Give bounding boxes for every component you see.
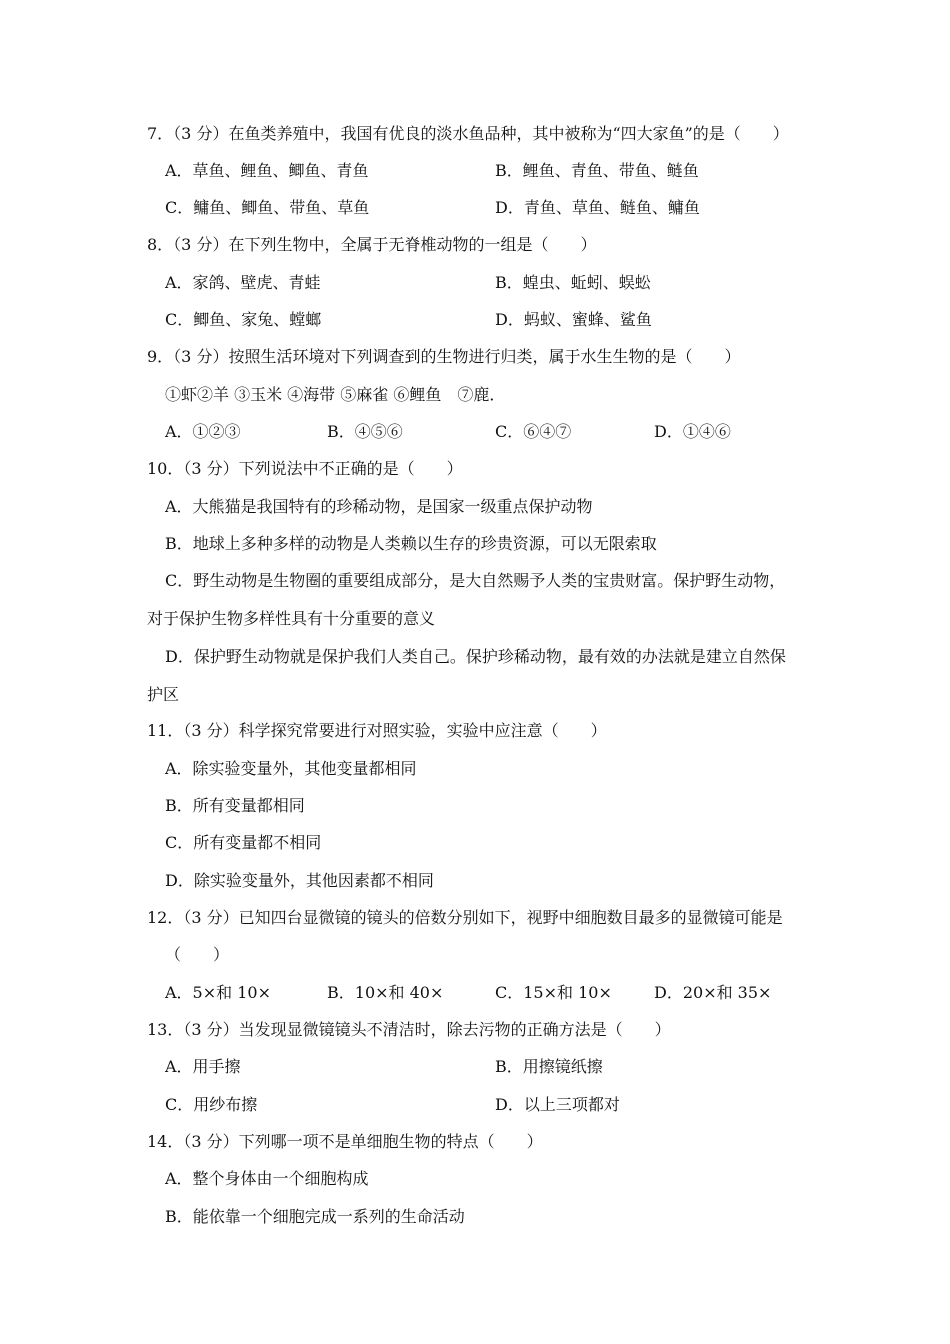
- question-8-option-d: D．蚂蚁、蜜蜂、鲨鱼: [495, 310, 652, 329]
- question-10-option-a: A．大熊猫是我国特有的珍稀动物，是国家一级重点保护动物: [165, 497, 593, 516]
- question-7-stem: 7．（3 分）在鱼类养殖中，我国有优良的淡水鱼品种，其中被称为“四大家鱼”的是（ ）: [147, 124, 789, 143]
- question-9-option-b: B．④⑤⑥: [327, 422, 403, 441]
- question-10-option-b: B．地球上多种多样的动物是人类赖以生存的珍贵资源，可以无限索取: [165, 534, 657, 553]
- question-12-option-b: B．10×和 40×: [327, 983, 444, 1002]
- question-9-option-a: A．①②③: [165, 422, 241, 441]
- question-14-option-a: A．整个身体由一个细胞构成: [165, 1169, 369, 1188]
- question-14-stem: 14．（3 分）下列哪一项不是单细胞生物的特点（ ）: [147, 1132, 543, 1151]
- question-12-option-d: D．20×和 35×: [654, 983, 772, 1002]
- question-9-option-d: D．①④⑥: [654, 422, 731, 441]
- question-12-option-a: A．5×和 10×: [165, 983, 271, 1002]
- question-13-stem: 13．（3 分）当发现显微镜镜头不清洁时，除去污物的正确方法是（ ）: [147, 1020, 671, 1039]
- question-7-option-a: A．草鱼、鲤鱼、鲫鱼、青鱼: [165, 161, 369, 180]
- question-11-option-d: D．除实验变量外，其他因素都不相同: [165, 871, 434, 890]
- question-10-stem: 10．（3 分）下列说法中不正确的是（ ）: [147, 459, 463, 478]
- question-13-option-c: C．用纱布擦: [165, 1095, 258, 1114]
- question-12-answer-blank: （ ）: [165, 945, 230, 964]
- question-13-option-a: A．用手擦: [165, 1057, 241, 1076]
- question-10-option-c-continued: 对于保护生物多样性具有十分重要的意义: [147, 609, 436, 628]
- question-11-stem: 11．（3 分）科学探究常要进行对照实验，实验中应注意（ ）: [147, 721, 607, 740]
- question-9-organism-list: ①虾②羊 ③玉米 ④海带 ⑤麻雀 ⑥鲤鱼 ⑦鹿．: [165, 385, 506, 404]
- question-7-option-c: C．鳙鱼、鲫鱼、带鱼、草鱼: [165, 198, 370, 217]
- question-7-option-b: B．鲤鱼、青鱼、带鱼、鲢鱼: [495, 161, 699, 180]
- question-8-option-b: B．蝗虫、蚯蚓、蜈蚣: [495, 273, 651, 292]
- question-14-option-b: B．能依靠一个细胞完成一系列的生命活动: [165, 1207, 465, 1226]
- question-11-option-a: A．除实验变量外，其他变量都相同: [165, 759, 417, 778]
- question-13-option-d: D．以上三项都对: [495, 1095, 620, 1114]
- question-10-option-d-continued: 护区: [147, 685, 180, 704]
- question-12-stem: 12．（3 分）已知四台显微镜的镜头的倍数分别如下，视野中细胞数目最多的显微镜可能是: [147, 908, 783, 927]
- question-11-option-b: B．所有变量都相同: [165, 796, 305, 815]
- question-7-option-d: D．青鱼、草鱼、鲢鱼、鳙鱼: [495, 198, 700, 217]
- question-10-option-d: D．保护野生动物就是保护我们人类自己。保护珍稀动物，最有效的办法就是建立自然保: [165, 647, 786, 666]
- question-10-option-c: C．野生动物是生物圈的重要组成部分，是大自然赐予人类的宝贵财富。保护野生动物，: [165, 571, 786, 590]
- question-8-stem: 8．（3 分）在下列生物中，全属于无脊椎动物的一组是（ ）: [147, 235, 597, 254]
- question-13-option-b: B．用擦镜纸擦: [495, 1057, 603, 1076]
- question-8-option-c: C．鲫鱼、家兔、螳螂: [165, 310, 322, 329]
- question-9-option-c: C．⑥④⑦: [495, 422, 572, 441]
- question-9-stem: 9．（3 分）按照生活环境对下列调查到的生物进行归类，属于水生生物的是（ ）: [147, 347, 741, 366]
- question-8-option-a: A．家鸽、壁虎、青蛙: [165, 273, 321, 292]
- question-12-option-c: C．15×和 10×: [495, 983, 612, 1002]
- question-11-option-c: C．所有变量都不相同: [165, 833, 322, 852]
